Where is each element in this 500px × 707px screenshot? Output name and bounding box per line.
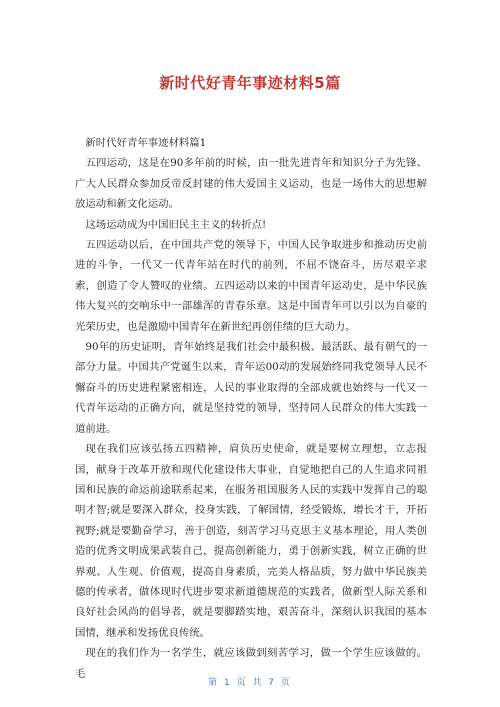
page-footer: 第 1 页 共 7 页: [208, 678, 292, 688]
section-subtitle: 新时代好青年事迹材料篇1: [85, 137, 207, 149]
page-title: 新时代好青年事迹材料5篇: [159, 74, 341, 92]
paragraph-3: 五四运动以后，在中国共产党的领导下，中国人民争取进步和推动历史前进的斗争，一代又一代青年站在时代的前列，不屈不饶奋斗，历尽艰辛求索，创造了令人赞叹的业绩。五四运动以来的中国青年运动史，是中华民族伟大复兴的交响乐中一部雄浑的青春乐章。这是中国青年可以引以为自豪的光荣历史，也是激励中国青年在新世纪再创佳绩的巨大动力。: [75, 239, 427, 333]
document-body: [75, 133, 427, 684]
paragraph-1: 五四运动，这是在90多年前的时候，由一批先进青年和知识分子为先锋、广大人民群众参加反帝反封建的伟大爱国主义运动，也是一场伟大的思想解放运动和新文化运动。: [75, 157, 427, 211]
paragraph-4: 90年的历史证明，青年始终是我们社会中最积极、最活跃、最有朝气的一部分力量。中国共产党诞生以来，青年运00动的发展始终同我党领导人民不懈奋斗的历史进程紧密相连，人民的事业取得的全部成就也始终与一代又一代青年运动的正确方向，就是坚持党的领导，坚持同人民群众的伟大实践一道前进。: [75, 341, 427, 435]
paragraph-6: 现在的我们作为一名学生，就应该做到刻苦学习，做一个学生应该做的。毛: [75, 647, 427, 680]
paragraph-2: 这场运动成为中国旧民主主义的转折点!: [85, 218, 267, 231]
paragraph-5: 现在我们应该弘扬五四精神，肩负历史使命，就是要树立理想，立志报国，献身于改革开放和现代化建设伟大事业，自觉地把自己的人生追求同祖国和民族的命运前途联系起来，在服务祖国服务人民的实践中发挥自己的聪明才智;就是要深入群众，投身实践，了解国情，经受锻炼，增长才干，开拓视野;就是要勤奋学习，善于创造，刻苦学习马克思主义基本理论，用人类创造的优秀文明成果武装自己，提高创新能力，勇于创新实践，树立正确的世界观、人生观、价值观，提高自身素质，完美人格品质，努力做中华民族美德的传承者，做体现时代进步要求新道德规范的实践者，做新型人际关系和良好社会风尚的倡导者，就是要脚踏实地，艰苦奋斗，深刻认识我国的基本国情，继承和发扬优良传统。: [75, 443, 427, 639]
